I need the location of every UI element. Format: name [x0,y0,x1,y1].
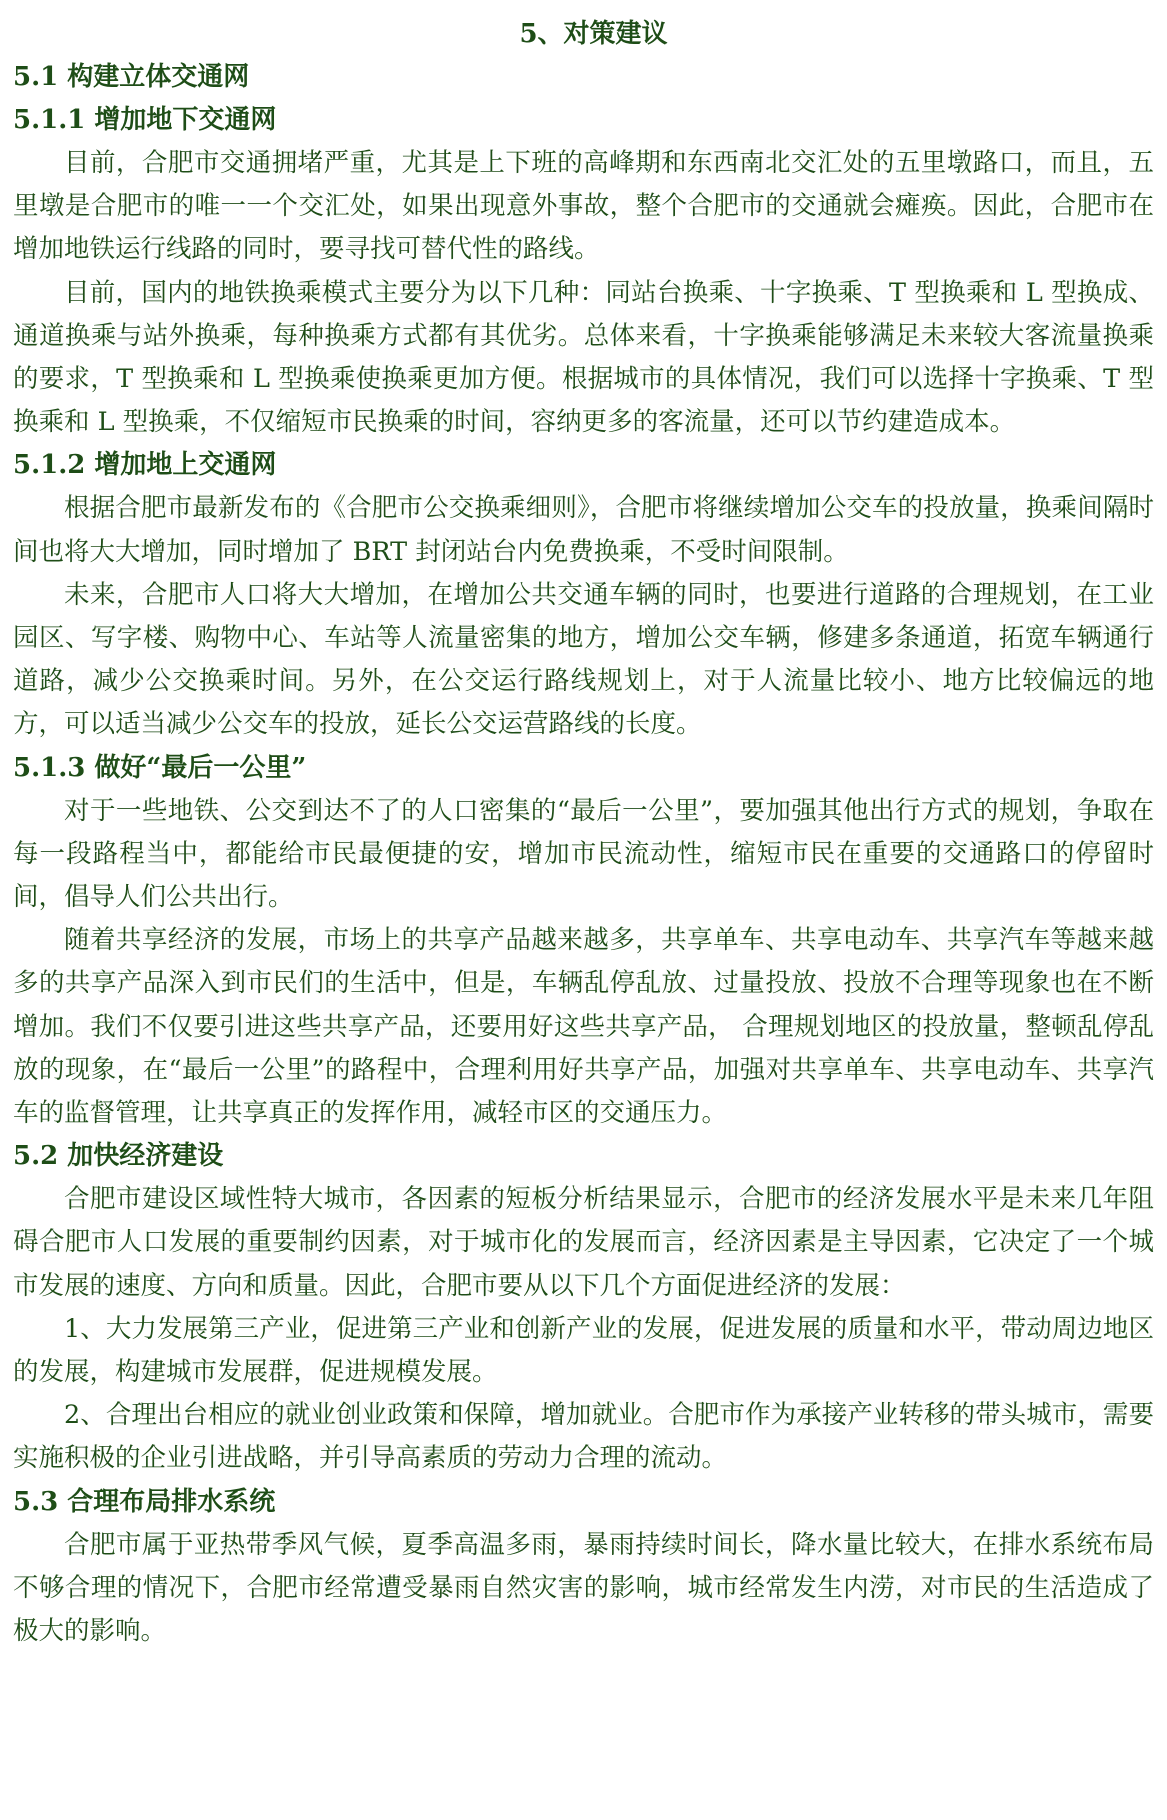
paragraph: 根据合肥市最新发布的《合肥市公交换乘细则》，合肥市将继续增加公交车的投放量，换乘间隔时间也将大大增加，同时增加了 BRT 封闭站台内免费换乘，不受时间限制。 [13,493,1154,567]
paragraph: 随着共享经济的发展，市场上的共享产品越来越多，共享单车、共享电动车、共享汽车等越来越多的共享产品深入到市民们的生活中，但是，车辆乱停乱放、过量投放、投放不合理等现象也在不断增加。我们不仅要引进这些共享产品，还要用好这些共享产品， 合理规划地区的投放量，整顿乱停乱放的现象，在“最后一公里”的路程中，合理利用好共享产品，加强对共享单车、共享电动车、共享汽车的监督管理，让共享真正的发挥作用，减轻市区的交通压力。 [13,925,1154,1129]
section-heading-5-1: 5.1 构建立体交通网 [13,62,250,92]
section-heading-5-2: 5.2 加快经济建设 [13,1141,224,1172]
paragraph: 未来，合肥市人口将大大增加，在增加公共交通车辆的同时，也要进行道路的合理规划，在工业园区、写字楼、购物中心、车站等人流量密集的地方，增加公交车辆，修建多条通道，拓宽车辆通行道路，减少公交换乘时间。另外，在公交运行路线规划上，对于人流量比较小、地方比较偏远的地方，可以适当减少公交车的投放，延长公交运营路线的长度。 [13,579,1154,740]
list-item: 1、大力发展第三产业，促进第三产业和创新产业的发展，促进发展的质量和水平，带动周边地区的发展，构建城市发展群，促进规模发展。 [13,1313,1154,1388]
paragraph: 合肥市属于亚热带季风气候，夏季高温多雨，暴雨持续时间长，降水量比较大，在排水系统布局不够合理的情况下，合肥市经常遭受暴雨自然灾害的影响，城市经常发生内涝，对市民的生活造成了极大的影响。 [13,1529,1154,1647]
subsection-heading-5-1-1: 5.1.1 增加地下交通网 [13,105,277,135]
subsection-heading-5-1-3: 5.1.3 做好“最后一公里” [13,752,307,783]
section-heading-5-3: 5.3 合理布局排水系统 [13,1486,276,1517]
paragraph: 合肥市建设区域性特大城市，各因素的短板分析结果显示，合肥市的经济发展水平是未来几年阻碍合肥市人口发展的重要制约因素，对于城市化的发展而言，经济因素是主导因素，它决定了一个城市发展的速度、方向和质量。因此，合肥市要从以下几个方面促进经济的发展： [13,1184,1154,1301]
paragraph: 对于一些地铁、公交到达不了的人口密集的“最后一公里”，要加强其他出行方式的规划，争取在每一段路程当中，都能给市民最便捷的安，增加市民流动性，缩短市民在重要的交通路口的停留时间，倡导人们公共出行。 [13,795,1154,913]
document-title: 5、对策建议 [519,19,668,49]
paragraph: 目前，国内的地铁换乘模式主要分为以下几种：同站台换乘、十字换乘、T 型换乘和 L 型换成、通道换乘与站外换乘，每种换乘方式都有其优劣。总体来看，十字换乘能够满足未来较大客流量换乘的要求，T 型换乘和 L 型换乘使换乘更加方便。根据城市的具体情况，我们可以选择十字换乘、T 型换乘和 L 型换乘，不仅缩短市民换乘的时间，容纳更多的客流量，还可以节约建造成本。 [13,277,1154,438]
subsection-heading-5-1-2: 5.1.2 增加地上交通网 [13,450,277,481]
paragraph: 目前，合肥市交通拥堵严重，尤其是上下班的高峰期和东西南北交汇处的五里墩路口，而且，五里墩是合肥市的唯一一个交汇处，如果出现意外事故，整个合肥市的交通就会瘫痪。因此，合肥市在增加地铁运行线路的同时，要寻找可替代性的路线。 [13,148,1154,265]
list-item: 2、合理出台相应的就业创业政策和保障，增加就业。合肥市作为承接产业转移的带头城市，需要实施积极的企业引进战略，并引导高素质的劳动力合理的流动。 [13,1400,1154,1474]
